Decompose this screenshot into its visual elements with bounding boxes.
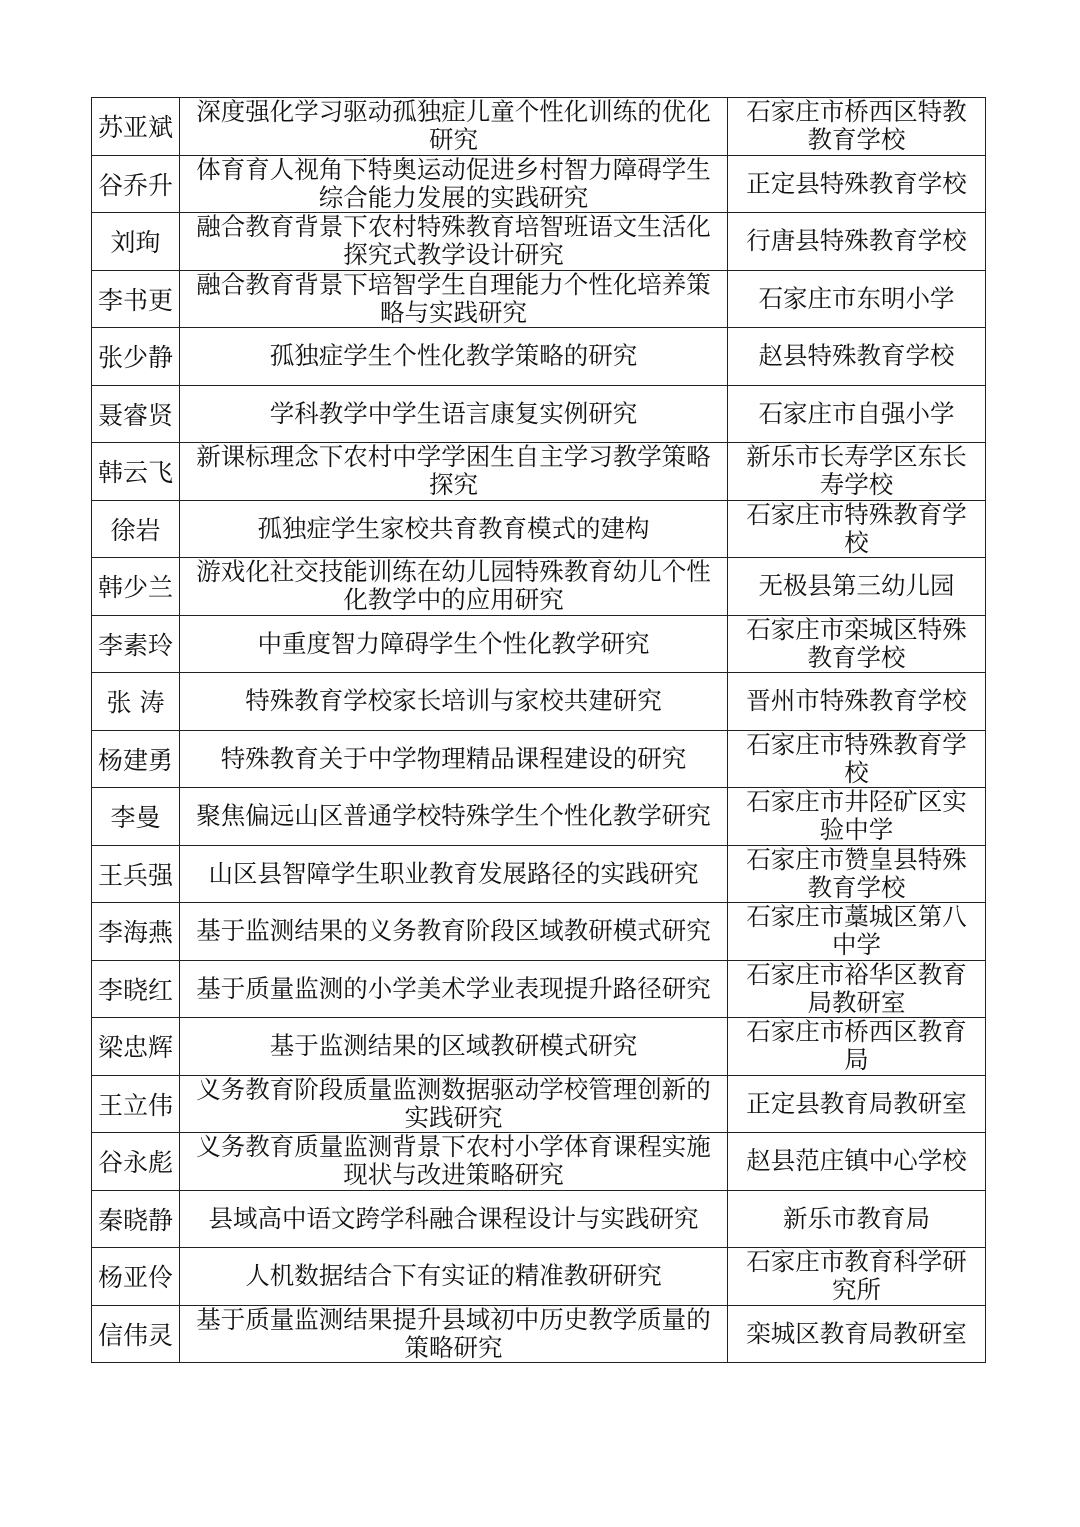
unit-cell	[728, 98, 986, 156]
table-row	[92, 155, 986, 213]
table-row	[92, 98, 986, 156]
title-cell	[180, 788, 728, 846]
title-text: 基于监测结果的义务教育阶段区域教研模式研究	[196, 917, 711, 946]
project-table	[91, 97, 986, 1363]
unit-text: 赵县范庄镇中心学校	[746, 1147, 967, 1176]
table-row	[92, 788, 986, 846]
title-text: 人机数据结合下有实证的精准教研研究	[245, 1262, 662, 1291]
title-cell	[180, 1133, 728, 1191]
title-cell	[180, 443, 728, 501]
unit-text: 石家庄市赞皇县特殊教育学校	[746, 845, 967, 902]
table-row	[92, 328, 986, 386]
table-row	[92, 1190, 986, 1248]
name-cell: 李海燕	[92, 903, 180, 961]
title-text: 融合教育背景下农村特殊教育培智班语文生活化探究式教学设计研究	[196, 213, 711, 270]
table-row	[92, 1248, 986, 1306]
unit-text: 晋州市特殊教育学校	[746, 687, 967, 716]
unit-cell	[728, 1018, 986, 1076]
unit-text: 正定县特殊教育学校	[746, 169, 967, 198]
unit-cell	[728, 615, 986, 673]
name-cell: 王兵强	[92, 845, 180, 903]
document-page	[91, 97, 985, 1363]
unit-cell	[728, 155, 986, 213]
unit-cell	[728, 845, 986, 903]
table-row	[92, 1305, 986, 1363]
unit-text: 栾城区教育局教研室	[746, 1319, 967, 1348]
title-cell	[180, 1248, 728, 1306]
name-cell: 苏亚斌	[92, 98, 180, 156]
table-row	[92, 385, 986, 443]
unit-cell	[728, 1190, 986, 1248]
name-cell: 李曼	[92, 788, 180, 846]
unit-cell	[728, 903, 986, 961]
table-row	[92, 1133, 986, 1191]
title-cell	[180, 903, 728, 961]
title-cell	[180, 845, 728, 903]
unit-text: 石家庄市桥西区教育局	[746, 1018, 967, 1075]
unit-cell	[728, 1305, 986, 1363]
name-cell: 杨建勇	[92, 730, 180, 788]
unit-text: 石家庄市桥西区特教教育学校	[746, 98, 967, 155]
title-cell	[180, 1305, 728, 1363]
unit-text: 石家庄市藁城区第八中学	[746, 903, 967, 960]
name-cell: 韩少兰	[92, 558, 180, 616]
title-text: 特殊教育学校家长培训与家校共建研究	[245, 687, 662, 716]
name-cell: 聂睿贤	[92, 385, 180, 443]
title-text: 融合教育背景下培智学生自理能力个性化培养策略与实践研究	[196, 270, 711, 327]
unit-cell	[728, 730, 986, 788]
name-cell: 李晓红	[92, 960, 180, 1018]
unit-cell	[728, 960, 986, 1018]
unit-cell	[728, 788, 986, 846]
table-row	[92, 615, 986, 673]
title-text: 孤独症学生个性化教学策略的研究	[269, 342, 638, 371]
unit-cell	[728, 500, 986, 558]
table-row	[92, 903, 986, 961]
name-cell: 张少静	[92, 328, 180, 386]
table-row	[92, 1018, 986, 1076]
table-row	[92, 270, 986, 328]
table-row	[92, 443, 986, 501]
title-text: 基于质量监测结果提升县域初中历史教学质量的策略研究	[196, 1305, 711, 1362]
title-cell	[180, 155, 728, 213]
unit-cell	[728, 1075, 986, 1133]
title-text: 体育育人视角下特奥运动促进乡村智力障碍学生综合能力发展的实践研究	[196, 155, 711, 212]
title-cell	[180, 558, 728, 616]
name-cell: 王立伟	[92, 1075, 180, 1133]
name-cell: 信伟灵	[92, 1305, 180, 1363]
title-cell	[180, 385, 728, 443]
table-row	[92, 730, 986, 788]
unit-text: 赵县特殊教育学校	[758, 342, 955, 371]
unit-cell	[728, 673, 986, 731]
title-text: 游戏化社交技能训练在幼儿园特殊教育幼儿个性化教学中的应用研究	[196, 558, 711, 615]
unit-text: 新乐市长寿学区东长寿学校	[746, 443, 967, 500]
unit-text: 石家庄市栾城区特殊教育学校	[746, 615, 967, 672]
unit-text: 石家庄市特殊教育学校	[746, 500, 967, 557]
title-text: 孤独症学生家校共育教育模式的建构	[257, 514, 650, 543]
table-row	[92, 845, 986, 903]
title-text: 学科教学中学生语言康复实例研究	[269, 399, 638, 428]
title-cell	[180, 673, 728, 731]
unit-cell	[728, 213, 986, 271]
title-cell	[180, 270, 728, 328]
name-cell: 李书更	[92, 270, 180, 328]
name-cell: 张 涛	[92, 673, 180, 731]
unit-cell	[728, 385, 986, 443]
title-cell	[180, 213, 728, 271]
name-cell: 刘珣	[92, 213, 180, 271]
title-text: 深度强化学习驱动孤独症儿童个性化训练的优化研究	[196, 98, 711, 155]
title-cell	[180, 1075, 728, 1133]
title-text: 山区县智障学生职业教育发展路径的实践研究	[208, 859, 699, 888]
table-row	[92, 500, 986, 558]
unit-cell	[728, 270, 986, 328]
name-cell: 梁忠辉	[92, 1018, 180, 1076]
table-body	[92, 98, 986, 1363]
title-text: 新课标理念下农村中学学困生自主学习教学策略探究	[196, 443, 711, 500]
unit-text: 新乐市教育局	[783, 1204, 930, 1233]
unit-text: 石家庄市井陉矿区实验中学	[746, 788, 967, 845]
unit-cell	[728, 1248, 986, 1306]
title-cell	[180, 98, 728, 156]
name-cell: 李素玲	[92, 615, 180, 673]
title-text: 特殊教育关于中学物理精品课程建设的研究	[220, 744, 687, 773]
table-row	[92, 558, 986, 616]
name-cell: 韩云飞	[92, 443, 180, 501]
table-row	[92, 213, 986, 271]
title-cell	[180, 328, 728, 386]
title-cell	[180, 1018, 728, 1076]
table-row	[92, 960, 986, 1018]
unit-cell	[728, 443, 986, 501]
unit-text: 行唐县特殊教育学校	[746, 227, 967, 256]
unit-cell	[728, 558, 986, 616]
title-cell	[180, 615, 728, 673]
unit-text: 石家庄市东明小学	[758, 284, 955, 313]
title-cell	[180, 730, 728, 788]
title-text: 义务教育质量监测背景下农村小学体育课程实施现状与改进策略研究	[196, 1133, 711, 1190]
title-text: 义务教育阶段质量监测数据驱动学校管理创新的实践研究	[196, 1075, 711, 1132]
table-row	[92, 1075, 986, 1133]
name-cell: 秦晓静	[92, 1190, 180, 1248]
name-cell: 徐岩	[92, 500, 180, 558]
unit-text: 石家庄市自强小学	[758, 399, 955, 428]
unit-cell	[728, 328, 986, 386]
unit-cell	[728, 1133, 986, 1191]
title-text: 基于质量监测的小学美术学业表现提升路径研究	[196, 974, 711, 1003]
table-row	[92, 673, 986, 731]
unit-text: 无极县第三幼儿园	[758, 572, 955, 601]
title-cell	[180, 960, 728, 1018]
title-text: 聚焦偏远山区普通学校特殊学生个性化教学研究	[196, 802, 711, 831]
name-cell: 杨亚伶	[92, 1248, 180, 1306]
unit-text: 石家庄市特殊教育学校	[746, 730, 967, 787]
title-text: 县域高中语文跨学科融合课程设计与实践研究	[208, 1204, 699, 1233]
title-text: 中重度智力障碍学生个性化教学研究	[257, 629, 650, 658]
name-cell: 谷永彪	[92, 1133, 180, 1191]
title-cell	[180, 500, 728, 558]
name-cell: 谷乔升	[92, 155, 180, 213]
unit-text: 正定县教育局教研室	[746, 1089, 967, 1118]
unit-text: 石家庄市教育科学研究所	[746, 1248, 967, 1305]
unit-text: 石家庄市裕华区教育局教研室	[746, 960, 967, 1017]
title-cell	[180, 1190, 728, 1248]
title-text: 基于监测结果的区域教研模式研究	[269, 1032, 638, 1061]
